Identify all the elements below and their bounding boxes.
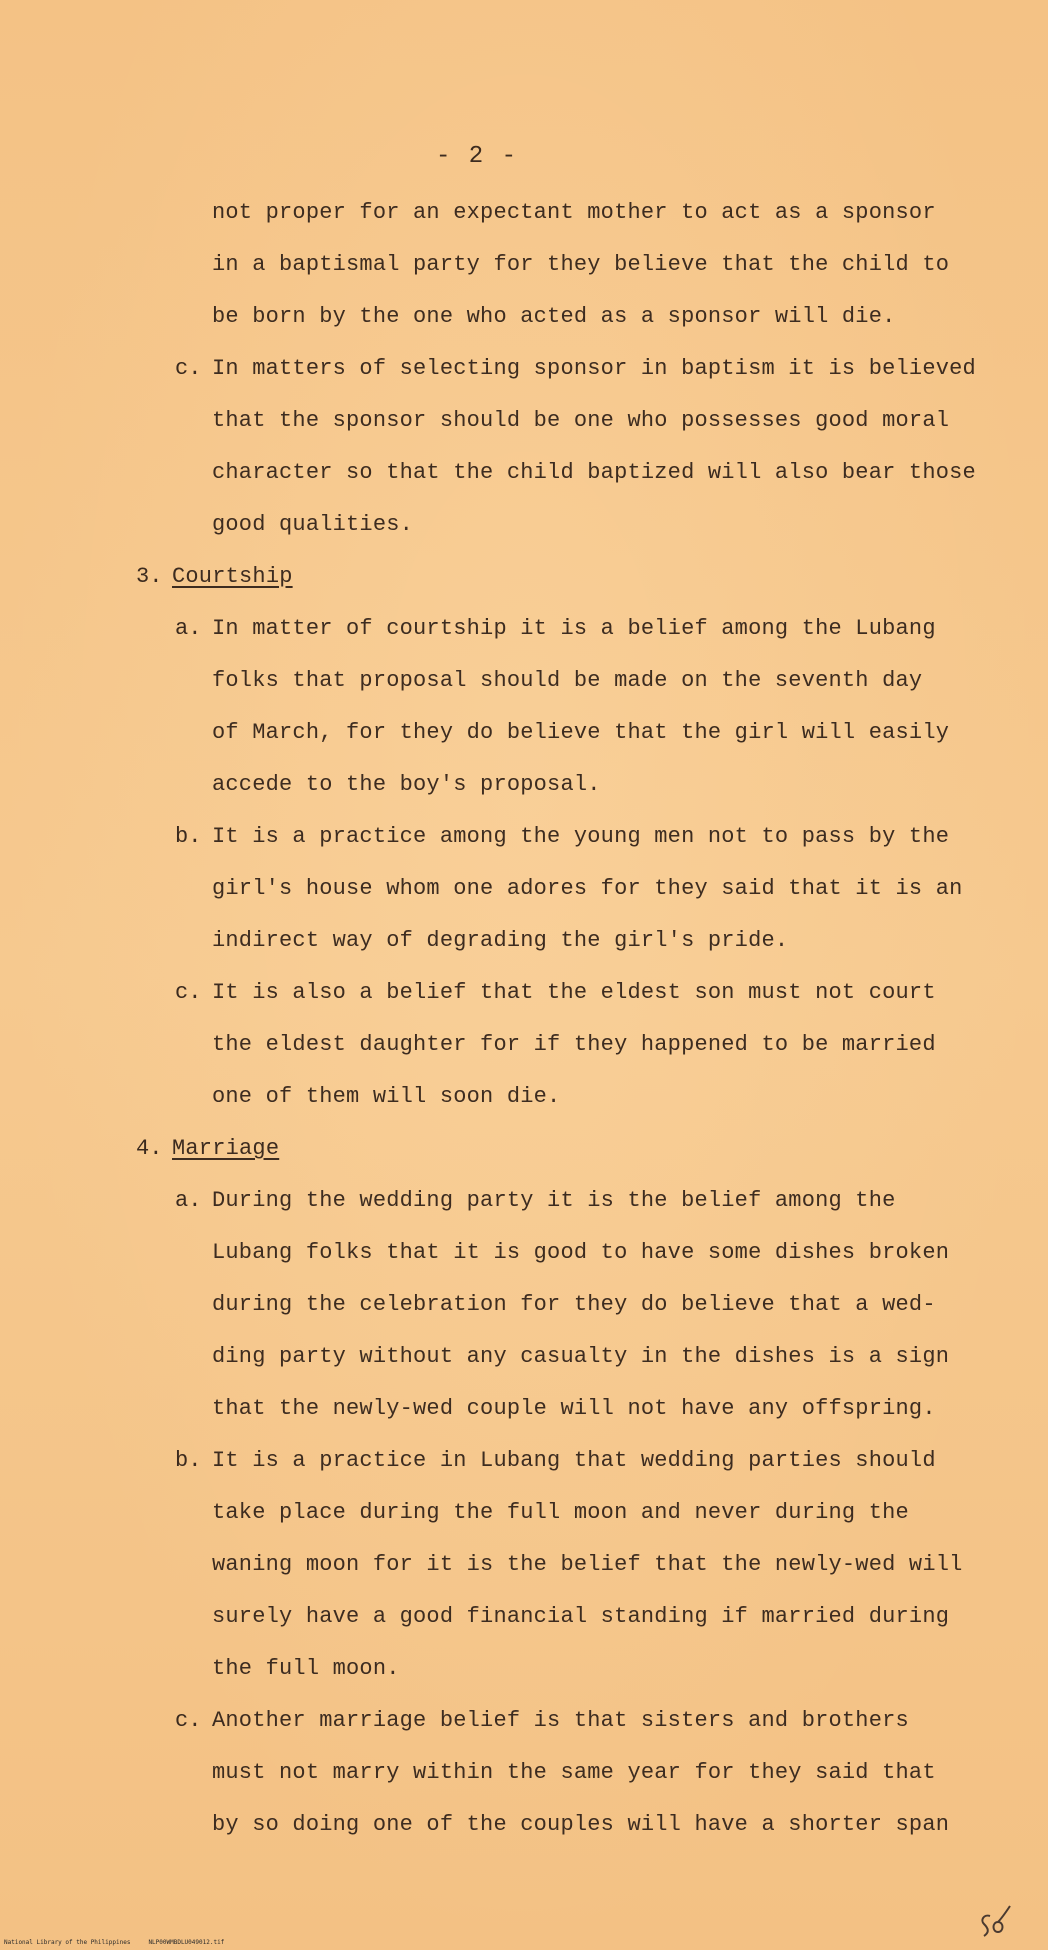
courtship-item-a-line-2: folks that proposal should be made on the seventh day	[212, 668, 923, 693]
footer-caption	[4, 1939, 224, 1946]
courtship-item-b-line-1: It is a practice among the young men not to pass by the	[212, 824, 950, 849]
courtship-item-c-line-3: one of them will soon die.	[212, 1084, 561, 1109]
baptism-item-c-line-1: In matters of selecting sponsor in baptism it is believed	[212, 356, 976, 381]
marriage-item-c-line-1: Another marriage belief is that sisters and brothers	[212, 1708, 909, 1733]
courtship-item-a-marker: a.	[175, 616, 202, 641]
courtship-item-b-line-3: indirect way of degrading the girl's pride.	[212, 928, 789, 953]
marriage-item-a-line-5: that the newly-wed couple will not have any offspring.	[212, 1396, 936, 1421]
marriage-item-b-line-3: waning moon for it is the belief that the newly-wed will	[212, 1552, 963, 1577]
footer-filename: NLP00WMBDLU049012.tif	[148, 1939, 225, 1946]
marriage-item-a-line-3: during the celebration for they do believe that a wed-	[212, 1292, 936, 1317]
marriage-item-b-line-1: It is a practice in Lubang that wedding parties should	[212, 1448, 936, 1473]
marriage-item-c-marker: c.	[175, 1708, 202, 1733]
marriage-item-c-line-3: by so doing one of the couples will have a shorter span	[212, 1812, 950, 1837]
marriage-item-b-line-4: surely have a good financial standing if married during	[212, 1604, 950, 1629]
continuation-line-2: in a baptismal party for they believe that the child to	[212, 252, 950, 277]
continuation-line-3: be born by the one who acted as a sponsor will die.	[212, 304, 896, 329]
marriage-number: 4.	[136, 1136, 163, 1161]
courtship-heading: Courtship	[172, 564, 293, 589]
marriage-item-a-line-4: ding party without any casualty in the dishes is a sign	[212, 1344, 950, 1369]
marriage-item-b-line-2: take place during the full moon and never during the	[212, 1500, 909, 1525]
courtship-item-c-line-1: It is also a belief that the eldest son must not court	[212, 980, 936, 1005]
baptism-item-c-line-4: good qualities.	[212, 512, 414, 537]
courtship-item-a-line-3: of March, for they do believe that the girl will easily	[212, 720, 950, 745]
page-number: - 2 -	[436, 143, 519, 170]
footer-source: National Library of the Philippines	[4, 1939, 131, 1946]
marriage-item-b-line-5: the full moon.	[212, 1656, 400, 1681]
marriage-heading: Marriage	[172, 1136, 280, 1161]
marriage-item-c-line-2: must not marry within the same year for they said that	[212, 1760, 936, 1785]
courtship-item-b-line-2: girl's house whom one adores for they said that it is an	[212, 876, 963, 901]
marriage-item-a-line-2: Lubang folks that it is good to have some dishes broken	[212, 1240, 950, 1265]
baptism-item-c-marker: c.	[175, 356, 202, 381]
handwritten-page-mark	[976, 1902, 1016, 1942]
marriage-item-b-marker: b.	[175, 1448, 202, 1473]
baptism-item-c-line-2: that the sponsor should be one who possesses good moral	[212, 408, 950, 433]
marriage-item-a-line-1: During the wedding party it is the belief among the	[212, 1188, 896, 1213]
courtship-number: 3.	[136, 564, 163, 589]
marriage-item-a-marker: a.	[175, 1188, 202, 1213]
courtship-item-a-line-4: accede to the boy's proposal.	[212, 772, 601, 797]
baptism-item-c-line-3: character so that the child baptized will also bear those	[212, 460, 976, 485]
courtship-item-b-marker: b.	[175, 824, 202, 849]
courtship-item-c-marker: c.	[175, 980, 202, 1005]
courtship-item-a-line-1: In matter of courtship it is a belief among the Lubang	[212, 616, 936, 641]
courtship-item-c-line-2: the eldest daughter for if they happened to be married	[212, 1032, 936, 1057]
continuation-line-1: not proper for an expectant mother to act as a sponsor	[212, 200, 936, 225]
